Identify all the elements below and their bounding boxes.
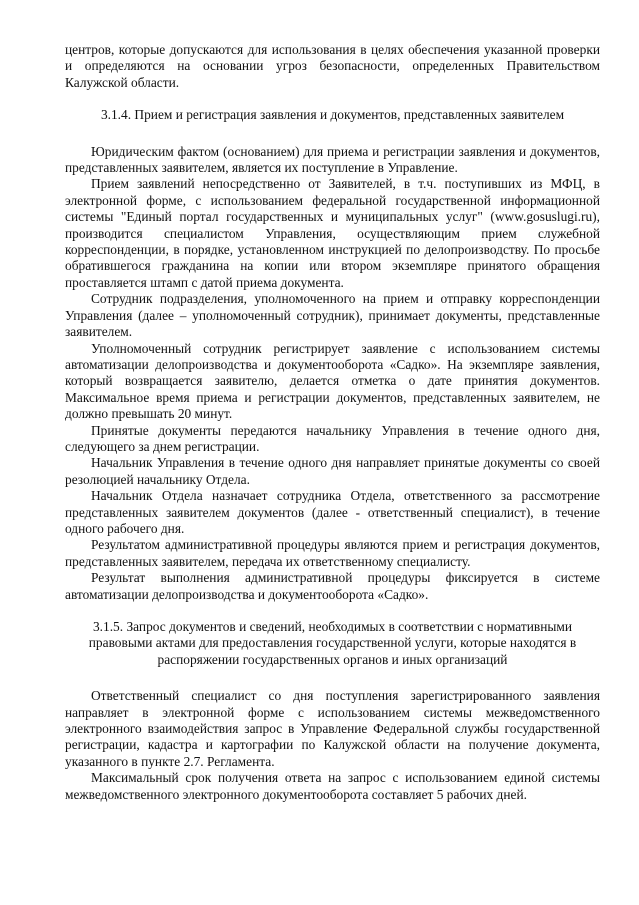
heading-line: правовыми актами для предоставления государственной услуги, которые находятся в	[88, 635, 577, 651]
continuation-paragraph: центров, которые допускаются для использования в целях обеспечения указанной проверки и определяются на основании угроз безопасности, определенных Правительством Калужской области.	[65, 42, 600, 90]
paragraph: Прием заявлений непосредственно от Заявителей, в т.ч. поступивших из МФЦ, в электронной форме, с использованием федеральной государственной информационной системы "Единый портал государственных и муниципальных услуг" (www.gosuslugi.ru), производится специалистом Управления, осуществляющим прием служебной корреспонденции, в порядке, установленном инструкцией по делопроизводству. По просьбе обратившегося гражданина на копии или втором экземпляре принятого обращения проставляется штамп с датой приема документа.	[65, 176, 600, 290]
paragraph: Начальник Отдела назначает сотрудника Отдела, ответственного за рассмотрение представленных заявителем документов (далее - ответственный специалист), в течение одного рабочего дня.	[65, 488, 600, 536]
heading-line: распоряжении государственных органов и иных организаций	[157, 651, 508, 667]
heading-line: 3.1.5. Запрос документов и сведений, необходимых в соответствии с нормативными	[92, 619, 573, 634]
paragraph: Сотрудник подразделения, уполномоченного на прием и отправку корреспонденции Управления (далее – уполномоченный сотрудник), принимает документы, представленные заявителем.	[65, 291, 600, 340]
paragraph: Начальник Управления в течение одного дня направляет принятые документы со своей резолюцией начальнику Отдела.	[65, 455, 600, 487]
section-3-1-5-heading	[65, 619, 600, 668]
paragraph: Ответственный специалист со дня поступления зарегистрированного заявления направляет в электронной форме с использованием системы межведомственного электронного взаимодействия запрос в Управление Федеральной службы государственной регистрации, кадастра и картографии по Калужской области на получение документа, указанного в пункте 2.7. Регламента.	[65, 688, 600, 769]
section-3-1-4-heading: 3.1.4. Прием и регистрация заявления и документов, представленных заявителем	[100, 107, 565, 123]
paragraph: Уполномоченный сотрудник регистрирует заявление с использованием системы автоматизации делопроизводства и документооборота «Садко». На экземпляре заявления, который возвращается заявителю, делается отметка о дате принятия документов. Максимальное время приема и регистрации документов, представленных заявителем, не должно превышать 20 минут.	[65, 340, 600, 422]
paragraph: Максимальный срок получения ответа на запрос с использованием единой системы межведомственного электронного документооборота составляет 5 рабочих дней.	[65, 770, 600, 802]
paragraph: Принятые документы передаются начальнику Управления в течение одного дня, следующего за днем регистрации.	[65, 422, 600, 454]
paragraph: Результат выполнения административной процедуры фиксируется в системе автоматизации делопроизводства и документооборота «Садко».	[65, 570, 600, 602]
document-page	[65, 42, 600, 803]
paragraph: Юридическим фактом (основанием) для приема и регистрации заявления и документов, представленных заявителем, является их поступление в Управление.	[65, 143, 600, 176]
paragraph: Результатом административной процедуры являются прием и регистрация документов, представленных заявителем, передача их ответственному специалисту.	[65, 537, 600, 569]
